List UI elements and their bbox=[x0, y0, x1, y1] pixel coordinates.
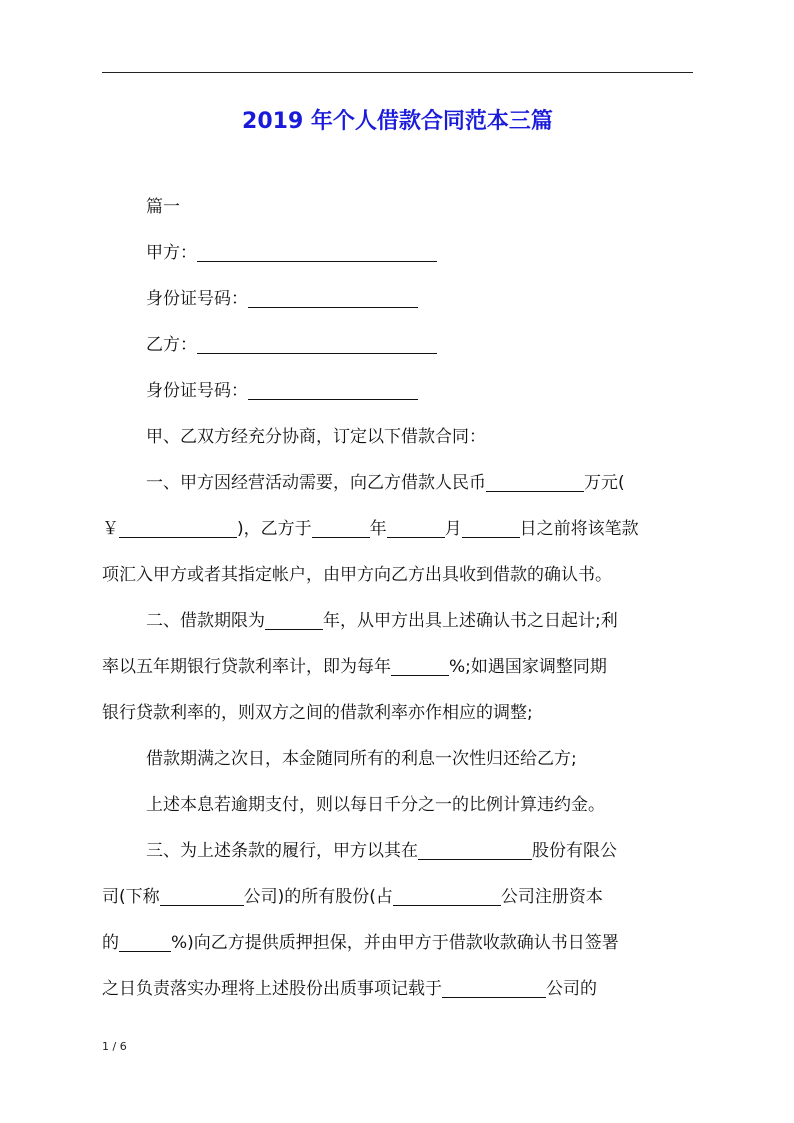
party-a-line bbox=[146, 232, 693, 274]
clause2-text-c: 率以五年期银行贷款利率计，即为每年 bbox=[102, 657, 391, 677]
page-number: 1 / 6 bbox=[102, 1040, 127, 1053]
party-a-id-line bbox=[146, 278, 693, 320]
intro-paragraph bbox=[146, 416, 693, 458]
penalty-text: 上述本息若逾期支付，则以每日千分之一的比例计算违约金。 bbox=[146, 795, 605, 815]
clause2-text-a: 二、借款期限为 bbox=[146, 611, 265, 631]
clause1-text-a: 一、甲方因经营活动需要，向乙方借款人民币 bbox=[146, 473, 486, 493]
company-short-name-blank bbox=[160, 883, 244, 906]
clause2-line1 bbox=[146, 600, 693, 642]
loan-amount-blank bbox=[486, 469, 584, 492]
clause3-text-b: 股份有限公 bbox=[532, 841, 617, 861]
document-title: 2019 年个人借款合同范本三篇 bbox=[242, 109, 553, 134]
interest-rate-blank bbox=[391, 653, 449, 676]
clause1-text-g: 日之前将该笔款 bbox=[519, 519, 639, 539]
party-b-id-blank bbox=[248, 377, 418, 400]
clause3-text-d: 公司)的所有股份(占 bbox=[243, 887, 393, 907]
party-b-line bbox=[146, 324, 693, 366]
party-b-id-label: 身份证号码： bbox=[146, 381, 248, 401]
loan-amount-figure-blank bbox=[119, 515, 237, 538]
clause3-text-c: 司(下称 bbox=[102, 887, 160, 907]
capital-percent-blank bbox=[119, 929, 171, 952]
clause3-text-h: 之日负责落实办理将上述股份出质事项记载于 bbox=[102, 979, 442, 999]
clause1-line3 bbox=[102, 554, 693, 596]
year-blank bbox=[312, 515, 370, 538]
clause1-text-e: 年 bbox=[369, 519, 387, 539]
clause1-line1 bbox=[146, 462, 693, 504]
clause3-line1 bbox=[146, 830, 693, 872]
clause1-text-h: 项汇入甲方或者其指定帐户，由甲方向乙方出具收到借款的确认书。 bbox=[102, 565, 612, 585]
clause3-line4 bbox=[102, 968, 693, 1010]
clause2-text-e: 银行贷款利率的，则双方之间的借款利率亦作相应的调整; bbox=[102, 703, 533, 723]
clause2-line3 bbox=[102, 692, 693, 734]
clause3-text-a: 三、为上述条款的履行，甲方以其在 bbox=[146, 841, 418, 861]
section-heading bbox=[146, 186, 693, 228]
party-b-label: 乙方： bbox=[146, 335, 197, 355]
clause2-line2 bbox=[102, 646, 693, 688]
clause3-text-g: %)向乙方提供质押担保，并由甲方于借款收款确认书日签署 bbox=[171, 933, 619, 953]
party-a-id-blank bbox=[248, 285, 418, 308]
party-a-label: 甲方： bbox=[146, 243, 197, 263]
share-percent-blank bbox=[393, 883, 501, 906]
clause1-text-f: 月 bbox=[444, 519, 462, 539]
day-blank bbox=[462, 515, 520, 538]
clause1-text-d: )，乙方于 bbox=[237, 519, 312, 539]
intro-text: 甲、乙双方经充分协商，订定以下借款合同： bbox=[146, 427, 486, 447]
clause1-line2 bbox=[102, 508, 693, 550]
section-label: 篇一 bbox=[146, 197, 180, 217]
party-b-blank bbox=[197, 331, 437, 354]
header-rule bbox=[102, 72, 693, 73]
company-name-blank bbox=[418, 837, 532, 860]
clause3-text-i: 公司的 bbox=[546, 979, 597, 999]
term-years-blank bbox=[265, 607, 323, 630]
penalty-paragraph bbox=[146, 784, 693, 826]
clause2-text-d: %;如遇国家调整同期 bbox=[449, 657, 607, 677]
clause3-text-e: 公司注册资本 bbox=[500, 887, 603, 907]
repayment-paragraph bbox=[146, 738, 693, 780]
repayment-text: 借款期满之次日，本金随同所有的利息一次性归还给乙方; bbox=[146, 749, 577, 769]
clause2-text-b: 年，从甲方出具上述确认书之日起计;利 bbox=[323, 611, 618, 631]
party-a-id-label: 身份证号码： bbox=[146, 289, 248, 309]
clause3-line2 bbox=[102, 876, 693, 918]
party-a-blank bbox=[197, 239, 437, 262]
party-b-id-line bbox=[146, 370, 693, 412]
clause3-line3 bbox=[102, 922, 693, 964]
registry-company-blank bbox=[442, 975, 546, 998]
clause3-text-f: 的 bbox=[102, 933, 119, 953]
clause1-text-b: 万元( bbox=[584, 473, 625, 493]
currency-symbol: ￥ bbox=[102, 519, 119, 539]
month-blank bbox=[387, 515, 445, 538]
